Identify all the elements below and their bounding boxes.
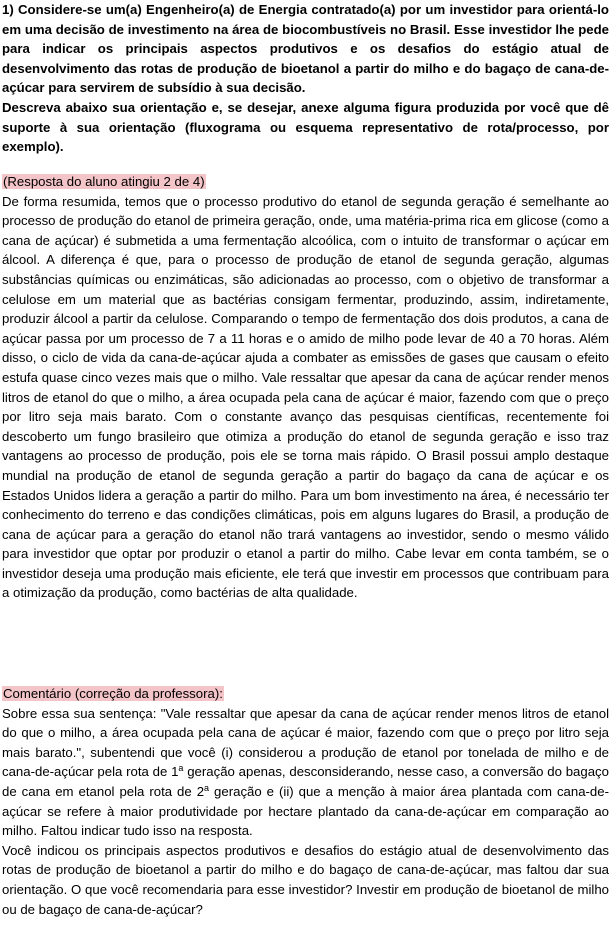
comment-p1-part1: Sobre essa sua sentença: "Vale ressaltar que apesar da cana de açúcar render menos litros de etanol do que o milho, a área ocupada pela cana de açúcar é maior, fazendo com que o preço por litro seja mais barato.", subentendi que você (i) considerou a produção de etanol por tonelada de milho e de cana-de-açúcar pela rota de 1 [2, 705, 609, 780]
comment-label: Comentário (correção da professora): [3, 686, 223, 701]
ordinal-superscript: a [178, 763, 184, 774]
answer-score-label: (Resposta do aluno atingiu 2 de 4) [3, 174, 205, 189]
answer-text: De forma resumida, temos que o processo produtivo do etanol de segunda geração é semelhante ao processo de produção do etanol de primeira geração, onde, uma matéria-prima rica em glicose (como a cana de açúcar) é submetida a uma fermentação alcoólica, com o intuito de transformar o açúcar em álcool. A diferença é que, para o processo de produção de etanol de segunda geração, algumas substâncias químicas ou enzimáticas, são adicionadas ao processo, com o objetivo de transformar a celulose em um material que as bactérias consigam fermentar, produzindo, assim, indiretamente, produzir álcool a partir da celulose. Comparando o tempo de fermentação dos dois produtos, a cana de açúcar passa por um processo de 7 a 11 horas e o amido de milho pode levar de 40 a 70 horas. Além disso, o ciclo de vida da cana-de-açúcar ajuda a combater as emissões de gases que causam o efeito estufa quase cinco vezes mais que o milho. Vale ressaltar que apesar da cana de açúcar render menos litros de etanol do que o milho, a área ocupada pela cana de açúcar é maior, fazendo com que o preço por litro seja mais barato. Com o constante avanço das pesquisas científicas, recentemente foi descoberto um fungo brasileiro que otimiza a produção do etanol de segunda geração e isso traz vantagens ao processo de produção, pois ele se torna mais rápido. O Brasil possui amplo destaque mundial na produção de etanol de segunda geração a partir do bagaço da cana de açúcar e os Estados Unidos lidera a geração a partir do milho. Para um bom investimento na área, é necessário ter conhecimento do terreno e das condições climáticas, pois em alguns lugares do Brasil, a produção de cana de açúcar para a geração do etanol não trará vantagens ao investidor, sendo o mesmo válido para investidor que optar por produzir o etanol a partir do milho. Cabe levar em conta também, se o investidor deseja uma produção mais eficiente, ele terá que investir em processos que contribuam para a otimização da produção, como bactérias de alta qualidade. [2, 193, 609, 601]
answer-block [2, 172, 609, 603]
comment-block [2, 684, 609, 919]
comment-p1-part3: geração e (ii) que a menção à maior área plantada com cana-de-açúcar se refere à maior produtividade por hectare plantado da cana-de-açúcar em comparação ao milho. Faltou indicar tudo isso na resposta. [2, 783, 609, 839]
comment-p1-part2: geração apenas, desconsiderando, nesse caso, a conversão do bagaço de cana em etanol pela rota de 2 [2, 764, 609, 799]
question-block [2, 0, 609, 157]
question-paragraph-2: Descreva abaixo sua orientação e, se desejar, anexe alguma figura produzida por você que dê suporte à sua orientação (fluxograma ou esquema representativo de rota/processo, por exemplo). [2, 99, 609, 155]
question-paragraph-1: 1) Considere-se um(a) Engenheiro(a) de Energia contratado(a) por um investidor para orientá-lo em uma decisão de investimento na área de biocombustíveis no Brasil. Esse investidor lhe pede para indicar os principais aspectos produtivos e os desafios do estágio atual de desenvolvimento das rotas de produção de bioetanol a partir do milho e do bagaço de cana-de-açúcar para servirem de subsídio à sua decisão. [2, 2, 609, 96]
comment-paragraph-1 [2, 704, 609, 841]
comment-paragraph-2: Você indicou os principais aspectos produtivos e desafios do estágio atual de desenvolvimento das rotas de produção de bioetanol a partir do milho e do bagaço de cana-de-açúcar, mas faltou dar sua orientação. O que você recomendaria para esse investidor? Investir em produção de bioetanol de milho ou de bagaço de cana-de-açúcar? [2, 842, 609, 917]
ordinal-superscript: a [204, 782, 210, 793]
